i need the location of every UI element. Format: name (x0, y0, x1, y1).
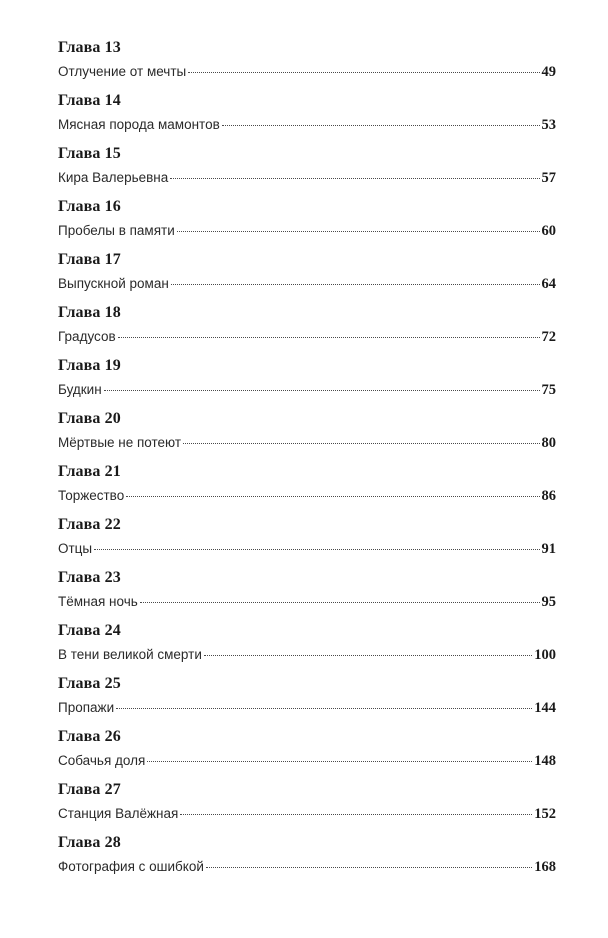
dot-leader (171, 284, 540, 285)
chapter-label: Глава 24 (58, 622, 121, 639)
chapter-title: Будкин (58, 382, 102, 397)
dot-leader (126, 496, 539, 497)
chapter-title: Тёмная ночь (58, 594, 138, 609)
chapter-title: Выпускной роман (58, 276, 169, 291)
chapter-title: Фотография с ошибкой (58, 859, 204, 874)
dot-leader (118, 337, 540, 338)
toc-row (58, 856, 556, 878)
dot-leader (147, 761, 532, 762)
toc-entry[interactable] (58, 303, 556, 356)
dot-leader (170, 178, 539, 179)
toc-entry[interactable] (58, 144, 556, 197)
page-number: 64 (541, 276, 556, 292)
chapter-label: Глава 28 (58, 834, 121, 851)
toc-row (58, 220, 556, 242)
dot-leader (188, 72, 539, 73)
dot-leader (94, 549, 539, 550)
page-number: 168 (534, 859, 556, 875)
toc-row (58, 114, 556, 136)
page-number: 60 (541, 223, 556, 239)
toc-entry[interactable] (58, 250, 556, 303)
chapter-label: Глава 13 (58, 39, 121, 56)
chapter-title: В тени великой смерти (58, 647, 202, 662)
toc-row (58, 167, 556, 189)
chapter-title: Кира Валерьевна (58, 170, 169, 185)
dot-leader (204, 655, 532, 656)
toc-row (58, 644, 556, 666)
page-number: 72 (541, 329, 556, 345)
page-number: 100 (534, 647, 556, 663)
chapter-label: Глава 26 (58, 728, 121, 745)
chapter-label: Глава 21 (58, 463, 121, 480)
toc-entry[interactable] (58, 38, 556, 91)
page-number: 148 (534, 753, 556, 769)
page-number: 95 (541, 594, 556, 610)
toc-entry[interactable] (58, 727, 556, 780)
chapter-label: Глава 20 (58, 410, 121, 427)
chapter-label: Глава 23 (58, 569, 121, 586)
chapter-title: Пробелы в памяти (58, 223, 175, 238)
toc-row (58, 432, 556, 454)
page-number: 152 (534, 806, 556, 822)
dot-leader (222, 125, 540, 126)
dot-leader (180, 814, 532, 815)
toc-row (58, 750, 556, 772)
chapter-label: Глава 19 (58, 357, 121, 374)
toc-row (58, 485, 556, 507)
page-number: 75 (541, 382, 556, 398)
toc-entry[interactable] (58, 91, 556, 144)
table-of-contents (58, 38, 556, 886)
toc-row (58, 591, 556, 613)
toc-entry[interactable] (58, 621, 556, 674)
page-number: 57 (541, 170, 556, 186)
toc-entry[interactable] (58, 780, 556, 833)
dot-leader (140, 602, 540, 603)
toc-entry[interactable] (58, 462, 556, 515)
toc-row (58, 803, 556, 825)
toc-entry[interactable] (58, 409, 556, 462)
chapter-label: Глава 18 (58, 304, 121, 321)
toc-entry[interactable] (58, 356, 556, 409)
chapter-title: Станция Валёжная (58, 806, 179, 821)
chapter-title: Мёртвые не потеют (58, 435, 182, 450)
page-number: 91 (541, 541, 556, 557)
page-number: 86 (541, 488, 556, 504)
dot-leader (116, 708, 532, 709)
chapter-title: Собачья доля (58, 753, 146, 768)
toc-row (58, 538, 556, 560)
chapter-title: Отцы (58, 541, 93, 556)
toc-row (58, 273, 556, 295)
chapter-title: Градусов (58, 329, 116, 344)
page-number: 49 (541, 64, 556, 80)
dot-leader (183, 443, 539, 444)
toc-entry[interactable] (58, 568, 556, 621)
chapter-label: Глава 22 (58, 516, 121, 533)
dot-leader (206, 867, 532, 868)
toc-entry[interactable] (58, 833, 556, 886)
chapter-label: Глава 27 (58, 781, 121, 798)
chapter-label: Глава 14 (58, 92, 121, 109)
chapter-label: Глава 17 (58, 251, 121, 268)
toc-entry[interactable] (58, 515, 556, 568)
chapter-label: Глава 15 (58, 145, 121, 162)
dot-leader (177, 231, 540, 232)
toc-row (58, 379, 556, 401)
chapter-title: Пропажи (58, 700, 115, 715)
page-number: 80 (541, 435, 556, 451)
page-number: 53 (541, 117, 556, 133)
toc-entry[interactable] (58, 674, 556, 727)
page-number: 144 (534, 700, 556, 716)
chapter-label: Глава 25 (58, 675, 121, 692)
toc-row (58, 61, 556, 83)
chapter-title: Торжество (58, 488, 125, 503)
toc-entry[interactable] (58, 197, 556, 250)
chapter-title: Мясная порода мамонтов (58, 117, 220, 132)
toc-row (58, 697, 556, 719)
dot-leader (104, 390, 540, 391)
chapter-label: Глава 16 (58, 198, 121, 215)
toc-row (58, 326, 556, 348)
chapter-title: Отлучение от мечты (58, 64, 187, 79)
